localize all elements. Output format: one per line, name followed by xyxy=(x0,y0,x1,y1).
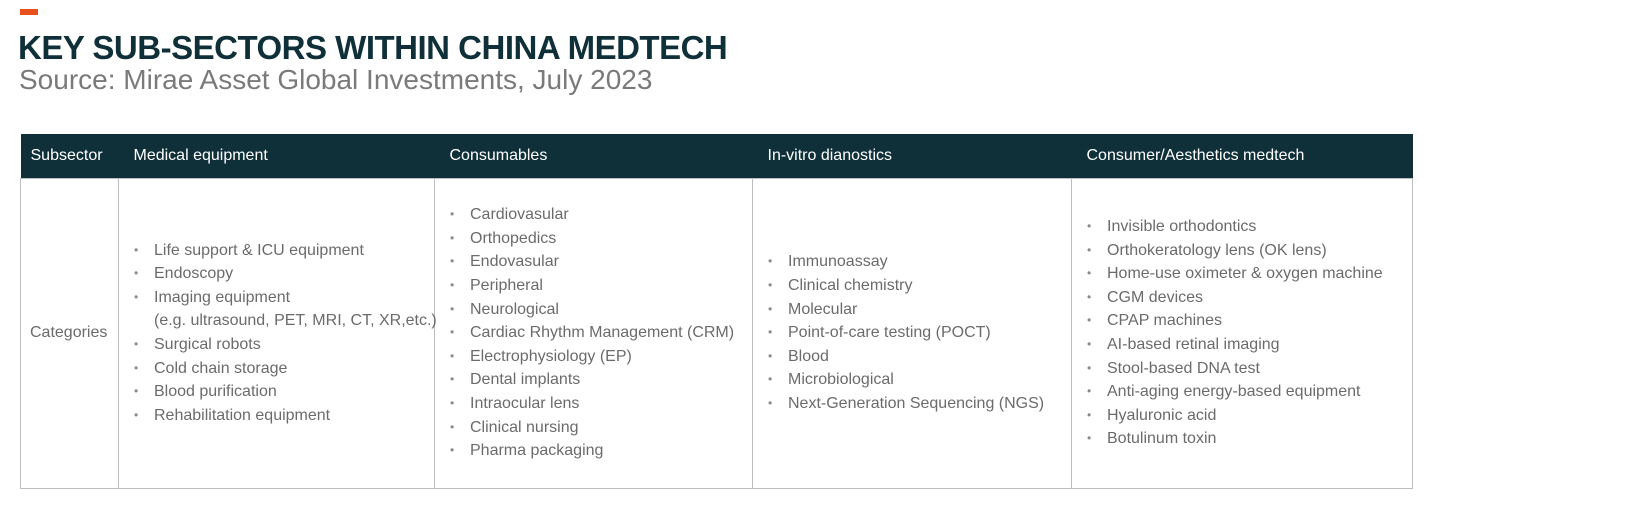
list-item: • Point-of-care testing (POCT) xyxy=(768,321,1071,345)
list-item: • Invisible orthodontics xyxy=(1087,215,1412,239)
list-item: • Endoscopy xyxy=(134,262,434,286)
consumer-aesthetics-list xyxy=(1072,215,1412,451)
cell-medical-equipment xyxy=(119,178,435,488)
column-header-consumables: Consumables xyxy=(435,134,753,178)
list-item: • Cold chain storage xyxy=(134,357,434,381)
column-header-subsector: Subsector xyxy=(21,134,119,178)
list-item: • Life support & ICU equipment xyxy=(134,239,434,263)
list-item: • Home-use oximeter & oxygen machine xyxy=(1087,262,1412,286)
column-header-in-vitro-diagnostics: In-vitro dianostics xyxy=(753,134,1072,178)
list-item: • Cardiovasular xyxy=(450,203,752,227)
row-label-categories: Categories xyxy=(21,178,119,488)
list-item: • Next-Generation Sequencing (NGS) xyxy=(768,392,1071,416)
accent-bar xyxy=(20,9,38,15)
list-item: • Clinical chemistry xyxy=(768,274,1071,298)
list-item: • Molecular xyxy=(768,298,1071,322)
table-header-row xyxy=(21,134,1413,178)
list-item: • Dental implants xyxy=(450,368,752,392)
cell-consumer-aesthetics xyxy=(1072,178,1413,488)
list-item: • Orthopedics xyxy=(450,227,752,251)
list-item: • CPAP machines xyxy=(1087,309,1412,333)
ivd-list xyxy=(753,250,1071,415)
column-header-medical-equipment: Medical equipment xyxy=(119,134,435,178)
list-item: • Immunoassay xyxy=(768,250,1071,274)
list-item: • Orthokeratology lens (OK lens) xyxy=(1087,239,1412,263)
subsector-table xyxy=(20,134,1413,489)
page-subtitle: Source: Mirae Asset Global Investments, July 2023 xyxy=(19,64,653,95)
list-item: • Pharma packaging xyxy=(450,439,752,463)
list-item: • Cardiac Rhythm Management (CRM) xyxy=(450,321,752,345)
list-item-note: (e.g. ultrasound, PET, MRI, CT, XR,etc.) xyxy=(154,312,437,330)
list-item: • AI-based retinal imaging xyxy=(1087,333,1412,357)
list-item: • Blood xyxy=(768,345,1071,369)
list-item: • Blood purification xyxy=(134,380,434,404)
list-item: • Neurological xyxy=(450,298,752,322)
cell-consumables xyxy=(435,178,753,488)
cell-in-vitro-diagnostics xyxy=(753,178,1072,488)
list-item: • Hyaluronic acid xyxy=(1087,404,1412,428)
list-item: • Stool-based DNA test xyxy=(1087,357,1412,381)
list-item: • Anti-aging energy-based equipment xyxy=(1087,380,1412,404)
medical-equipment-list xyxy=(119,239,437,428)
list-item: • Peripheral xyxy=(450,274,752,298)
list-item: • Rehabilitation equipment xyxy=(134,404,434,428)
page-title: KEY SUB-SECTORS WITHIN CHINA MEDTECH xyxy=(18,29,728,66)
list-item: • Electrophysiology (EP) xyxy=(450,345,752,369)
list-item: • Microbiological xyxy=(768,368,1071,392)
list-item: • Botulinum toxin xyxy=(1087,427,1412,451)
consumables-list xyxy=(435,203,752,463)
column-header-consumer-aesthetics: Consumer/Aesthetics medtech xyxy=(1072,134,1413,178)
list-item: • Surgical robots xyxy=(134,333,434,357)
list-item: • Clinical nursing xyxy=(450,416,752,440)
table-row-categories xyxy=(21,178,1413,488)
list-item: • Imaging equipment (e.g. ultrasound, PET, MRI, CT, XR,etc.) xyxy=(134,286,434,333)
list-item: • Endovasular xyxy=(450,250,752,274)
list-item: • CGM devices xyxy=(1087,286,1412,310)
list-item: • Intraocular lens xyxy=(450,392,752,416)
